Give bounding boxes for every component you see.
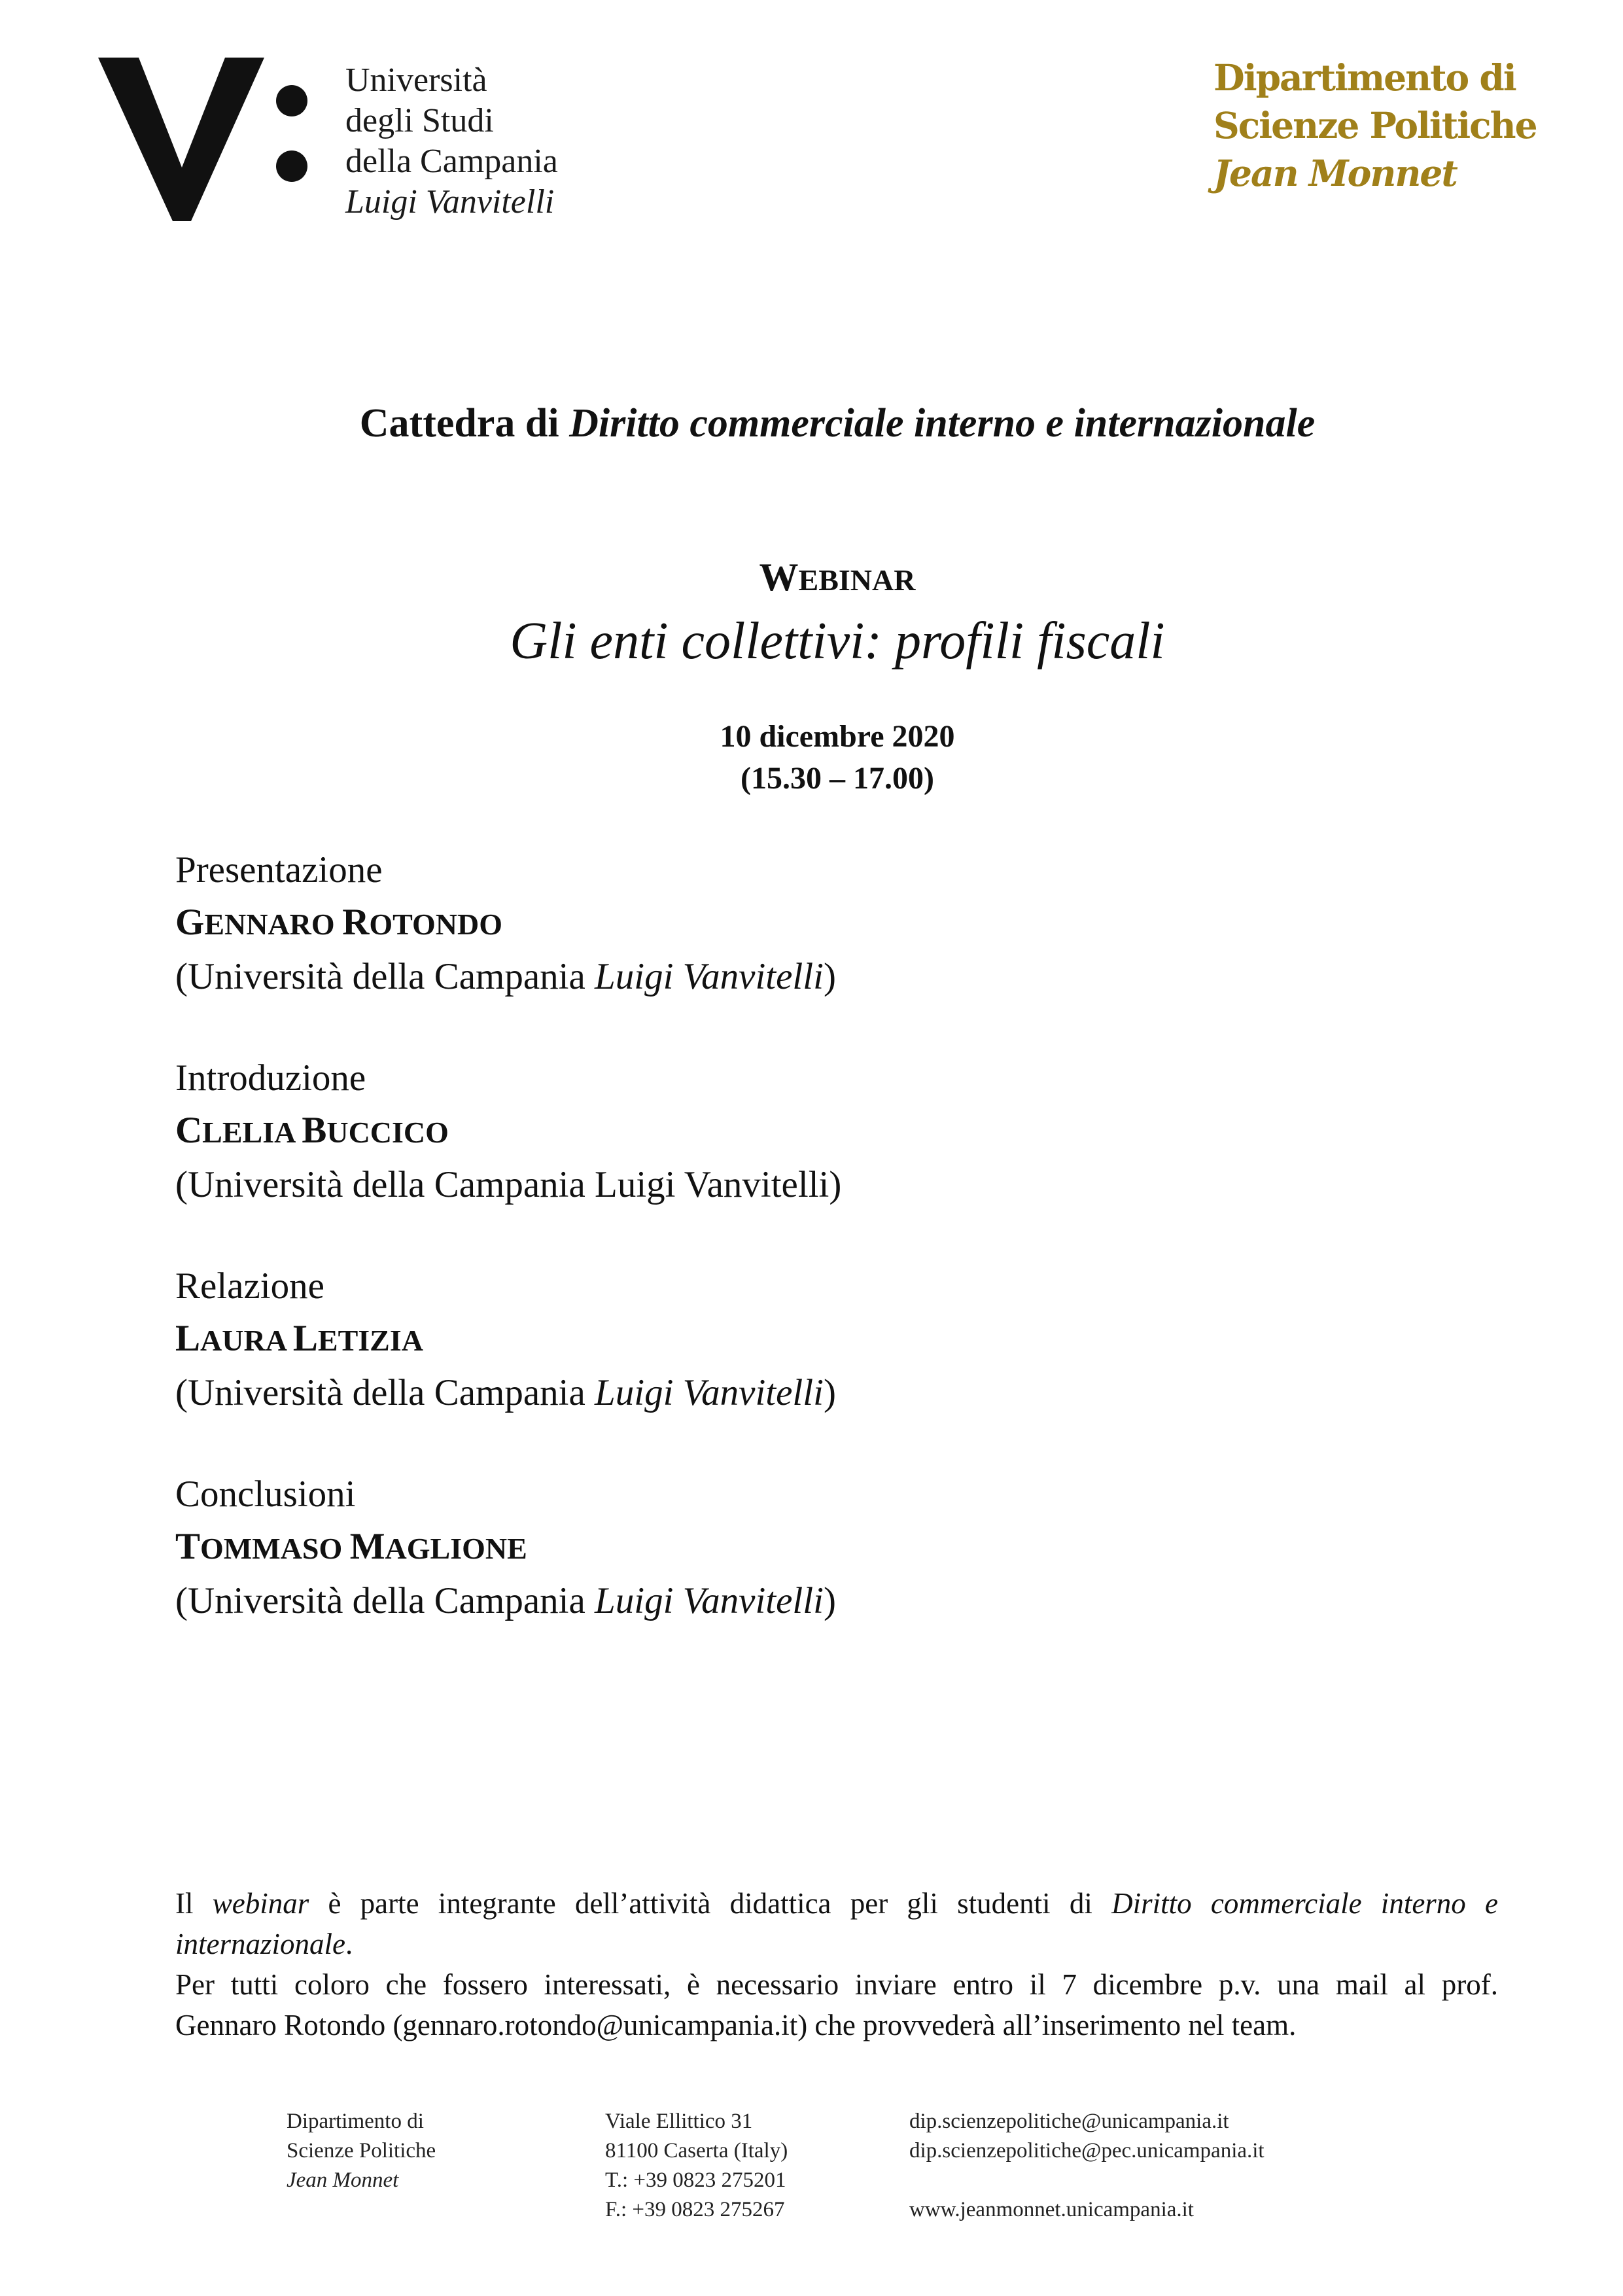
note-line2: internazionale.	[175, 1928, 353, 1960]
footer-phone: T.: +39 0823 275201	[605, 2168, 786, 2192]
program-speaker: CLELIA BUCCICO	[175, 1110, 449, 1151]
program-item	[175, 1052, 841, 1211]
program-item	[175, 844, 841, 1003]
program-speaker: TOMMASO MAGLIONE	[175, 1526, 527, 1567]
webinar-title: Gli enti collettivi: profili fiscali	[510, 612, 1165, 670]
program-speaker: LAURA LETIZIA	[175, 1318, 423, 1359]
department-line3: Jean Monnet	[1213, 152, 1457, 194]
footer-contacts	[909, 2107, 1265, 2225]
department-line2: Scienze Politiche	[1213, 104, 1537, 147]
program-role: Presentazione	[175, 849, 383, 891]
event-datetime	[0, 716, 1623, 800]
footer-fax: F.: +39 0823 275267	[605, 2198, 785, 2221]
department-line1: Dipartimento di	[1213, 56, 1516, 99]
note-line4: Gennaro Rotondo (gennaro.rotondo@unicampania.it) che provvederà all’inserimento nel team.	[175, 2009, 1297, 2041]
university-name	[345, 60, 558, 222]
cattedra-prefix: Cattedra di	[359, 401, 570, 446]
program-list	[175, 844, 841, 1676]
university-name-line2: degli Studi	[345, 102, 494, 139]
cattedra-subject: Diritto commerciale interno e internazionale	[569, 401, 1316, 446]
program-affiliation: (Università della Campania Luigi Vanvitelli)	[175, 956, 836, 997]
footer-spacer	[909, 2166, 1265, 2195]
cattedra-heading	[0, 400, 1623, 447]
university-name-line4: Luigi Vanvitelli	[345, 183, 555, 221]
note-line1: Il webinar è parte integrante dell’attività didattica per gli studenti di Diritto commerciale interno e	[175, 1887, 1498, 1920]
webinar-label-initial: W	[759, 556, 799, 599]
info-note	[175, 1883, 1498, 2045]
footer-address	[605, 2107, 788, 2225]
program-role: Introduzione	[175, 1057, 366, 1099]
footer-pec-email[interactable]: dip.scienzepolitiche@pec.unicampania.it	[909, 2139, 1265, 2163]
department-header	[1213, 54, 1537, 197]
program-affiliation: (Università della Campania Luigi Vanvitelli)	[175, 1580, 836, 1621]
program-role: Conclusioni	[175, 1474, 356, 1515]
program-affiliation: (Università della Campania Luigi Vanvitelli)	[175, 1372, 836, 1413]
footer-dept-line3: Jean Monnet	[287, 2168, 399, 2192]
university-name-line1: Università	[345, 62, 487, 99]
event-time: (15.30 – 17.00)	[741, 761, 934, 796]
program-speaker: GENNARO ROTONDO	[175, 902, 502, 943]
footer-city: 81100 Caserta (Italy)	[605, 2139, 788, 2163]
university-name-line3: della Campania	[345, 143, 558, 180]
webinar-label-rest: EBINAR	[798, 563, 916, 597]
footer-website-link[interactable]: www.jeanmonnet.unicampania.it	[909, 2198, 1194, 2221]
note-line3: Per tutti coloro che fossero interessati, è necessario inviare entro il 7 dicembre p.v. una mail al prof.	[175, 1968, 1498, 2001]
footer-email[interactable]: dip.scienzepolitiche@unicampania.it	[909, 2110, 1229, 2133]
program-affiliation: (Università della Campania Luigi Vanvitelli)	[175, 1164, 842, 1205]
university-logo-v-icon	[98, 58, 314, 221]
footer-street: Viale Ellittico 31	[605, 2110, 753, 2133]
program-item	[175, 1468, 841, 1627]
program-role: Relazione	[175, 1265, 324, 1307]
footer-department	[287, 2107, 436, 2195]
footer-dept-line2: Scienze Politiche	[287, 2139, 436, 2163]
webinar-label	[0, 555, 1623, 600]
footer-dept-line1: Dipartimento di	[287, 2110, 424, 2133]
program-item	[175, 1260, 841, 1419]
event-date: 10 dicembre 2020	[720, 719, 955, 754]
